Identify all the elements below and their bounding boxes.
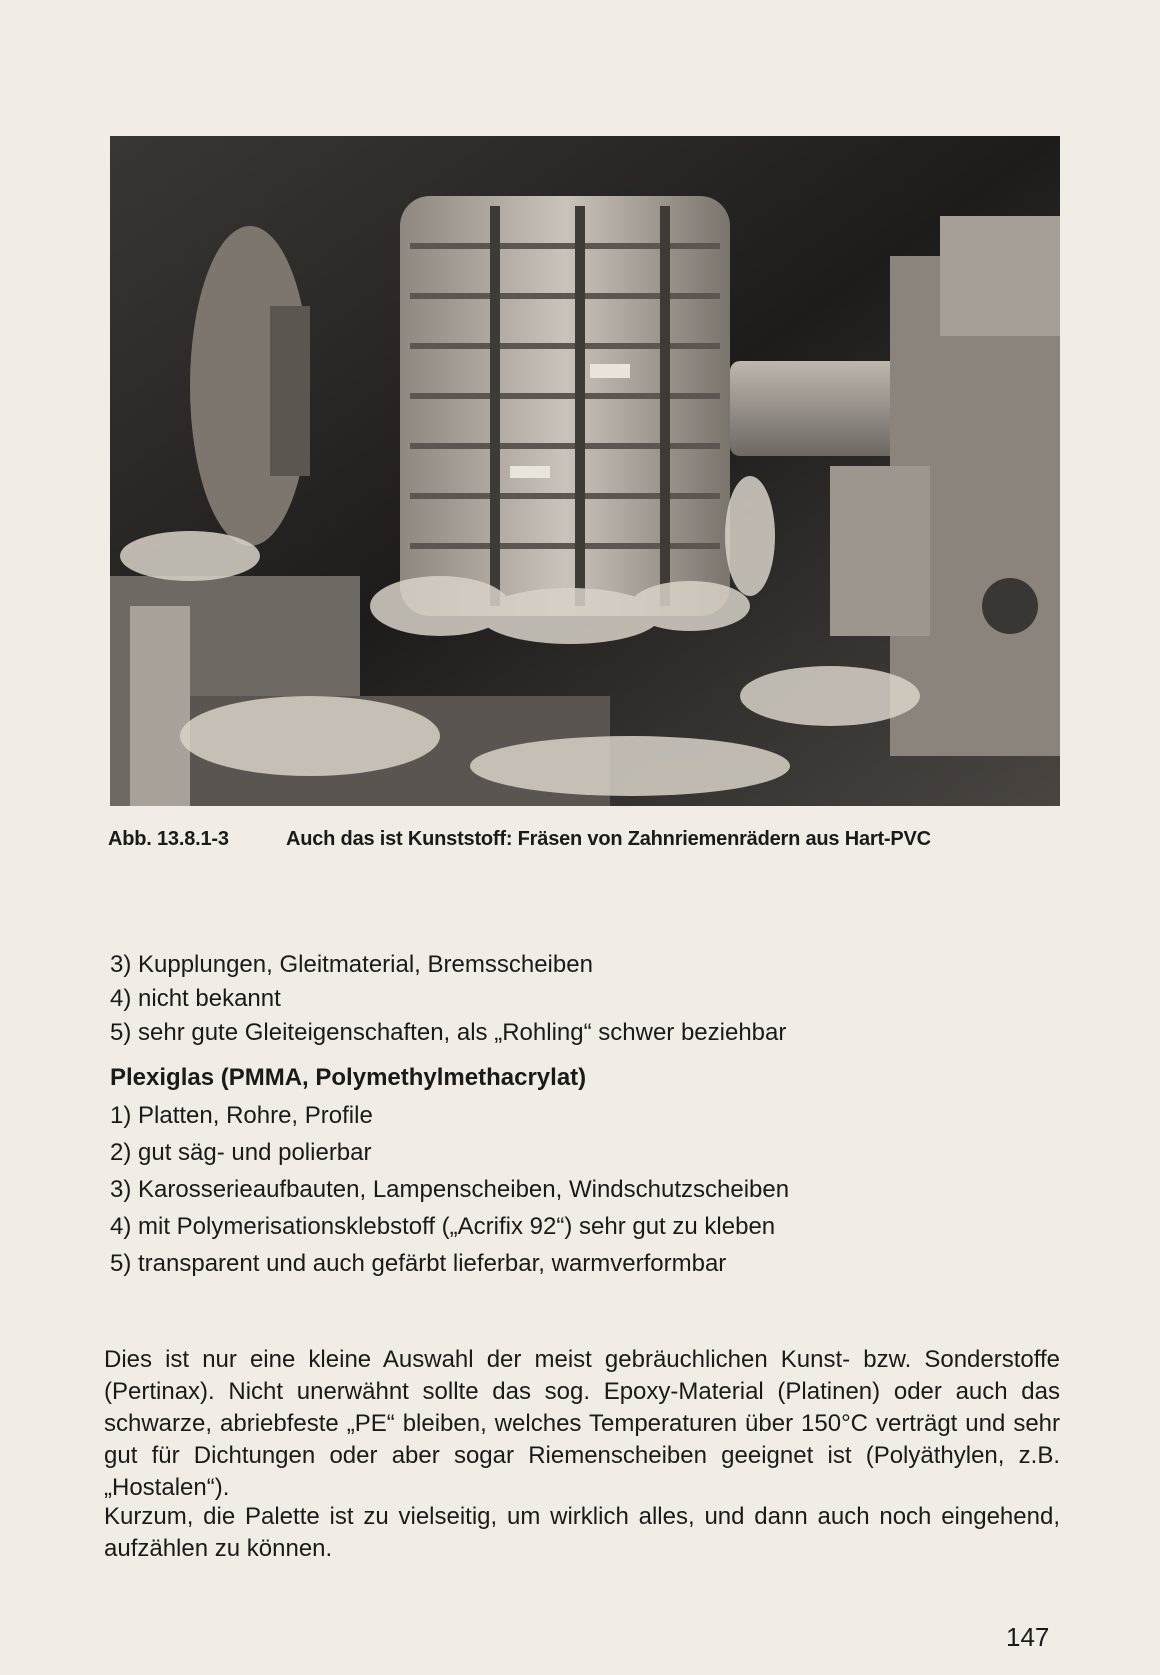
list-item: 4) mit Polymerisationsklebstoff („Acrifix 92“) sehr gut zu kleben <box>110 1213 776 1240</box>
figure-label: Abb. 13.8.1-3 <box>108 828 229 850</box>
page-number: 147 <box>1006 1622 1050 1652</box>
list-item: 3) Karosserieaufbauten, Lampenscheiben, Windschutzscheiben <box>110 1176 790 1203</box>
list-item: 2) gut säg- und polierbar <box>110 1139 372 1166</box>
figure-caption-text: Auch das ist Kunststoff: Fräsen von Zahnriemenrädern aus Hart-PVC <box>286 828 931 850</box>
body-paragraph: Dies ist nur eine kleine Auswahl der meist gebräuchlichen Kunst- bzw. Sonderstoffe (Pertinax). Nicht unerwähnt sollte das sog. Epoxy-Material (Platinen) oder auch das schwarze, abriebfeste „PE“ bleiben, welches Temperaturen über 150°C verträgt und sehr gut für Dichtungen oder aber sogar Riemenscheiben geeignet ist (Polyäthylen, z.B. „Hostalen“). <box>104 1346 1060 1501</box>
list-item: 3) Kupplungen, Gleitmaterial, Bremsscheiben <box>110 951 593 978</box>
body-paragraph: Kurzum, die Palette ist zu vielseitig, um wirklich alles, und dann auch noch eingehend, aufzählen zu können. <box>104 1503 1060 1562</box>
plexiglas-section <box>110 1060 1060 1281</box>
list-item: 5) sehr gute Gleiteigenschaften, als „Rohling“ schwer beziehbar <box>110 1019 787 1046</box>
milling-photo <box>110 136 1060 806</box>
list-item: 4) nicht bekannt <box>110 985 281 1012</box>
list-item: 5) transparent und auch gefärbt lieferbar, warmverformbar <box>110 1250 727 1277</box>
list-item: 1) Platten, Rohre, Profile <box>110 1102 373 1129</box>
continued-list <box>110 948 1060 1050</box>
figure-caption <box>108 828 1068 851</box>
section-heading: Plexiglas (PMMA, Polymethylmethacrylat) <box>110 1064 587 1091</box>
